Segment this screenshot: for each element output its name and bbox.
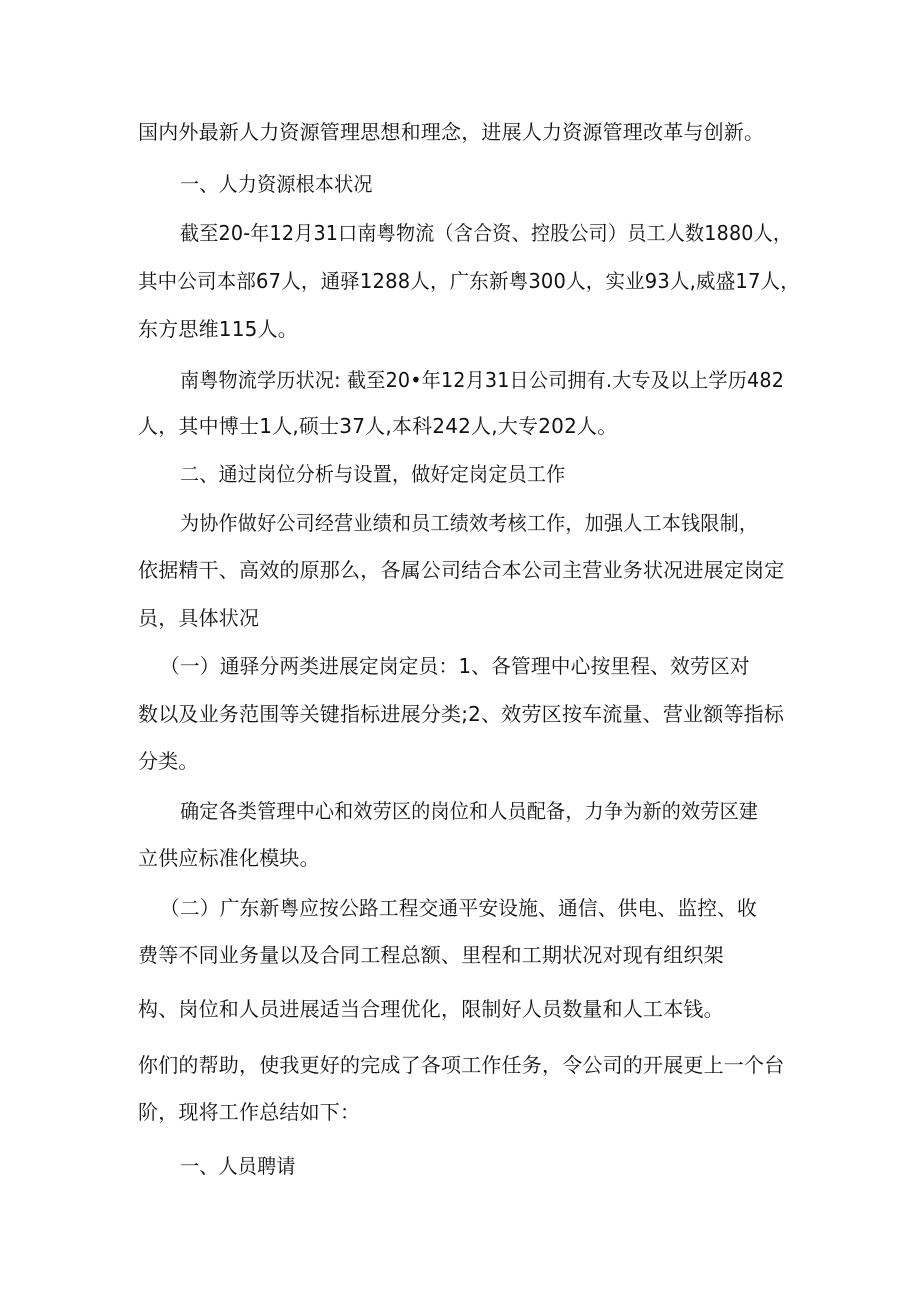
paragraph-line: 阶，现将工作总结如下： (138, 1100, 361, 1124)
paragraph-line: 东方思维115人。 (138, 317, 298, 341)
paragraph-line: 人，其中博士1人,硕士37人,本科242人,大专202人。 (138, 414, 618, 438)
paragraph-line: 国内外最新人力资源管理思想和理念，进展人力资源管理改革与创新。 (138, 120, 765, 144)
paragraph-line: 你们的帮助，使我更好的完成了各项工作任务，令公司的开展更上一个台 (138, 1053, 785, 1077)
paragraph-line: 数以及业务范围等关键指标进展分类;2、效劳区按车流量、营业额等指标 (138, 702, 785, 726)
paragraph-line: 南粤物流学历状况: 截至20•年12月31日公司拥有.大专及以上学历482 (180, 368, 785, 392)
section-heading: 一、人力资源根本状况 (180, 172, 373, 196)
paragraph-line: 立供应标准化模块。 (138, 846, 320, 870)
paragraph-line: 分类。 (138, 749, 199, 773)
paragraph-line: （一）通驿分两类进展定岗定员：1、各管理中心按里程、效劳区对 (160, 654, 750, 678)
paragraph-line: 其中公司本部67人，通驿1288人，广东新粤300人，实业93人,威盛17人， (138, 269, 800, 293)
paragraph-line: 截至20-年12月31口南粤物流（含合资、控股公司）员工人数1880人， (180, 221, 793, 245)
paragraph-line: （二）广东新粤应按公路工程交通平安设施、通信、供电、监控、收 (160, 896, 757, 920)
paragraph-line: 为协作做好公司经营业绩和员工绩效考核工作，加强人工本钱限制， (180, 511, 759, 535)
section-heading: 一、人员聘请 (180, 1154, 296, 1178)
paragraph-line: 确定各类管理中心和效劳区的岗位和人员配备，力争为新的效劳区建 (180, 799, 759, 823)
paragraph-line: 费等不同业务量以及合同工程总额、里程和工期状况对现有组织架 (138, 943, 724, 967)
section-heading: 二、通过岗位分析与设置，做好定岗定员工作 (180, 462, 566, 486)
paragraph-line: 构、岗位和人员进展适当合理优化，限制好人员数量和人工本钱。 (138, 997, 724, 1021)
paragraph-line: 依据精干、高效的原那么，各属公司结合本公司主营业务状况进展定岗定 (138, 558, 785, 582)
paragraph-line: 员，具体状况 (138, 606, 260, 630)
